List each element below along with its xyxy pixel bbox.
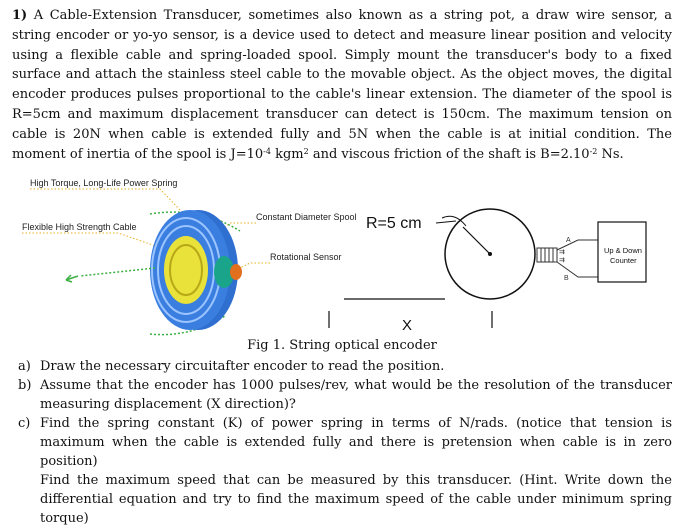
spool-center [488, 252, 492, 256]
radius-line [463, 227, 490, 254]
label-rotational-sensor: Rotational Sensor [270, 252, 342, 262]
figure-caption: Fig 1. String optical encoder [247, 338, 437, 353]
counter-label-line2: Counter [610, 256, 637, 265]
photodiode-icon: ⇉ [559, 256, 565, 264]
leader-sensor [240, 263, 270, 268]
inertia-tail: kgm [270, 146, 304, 162]
channel-b-label: B [564, 275, 569, 282]
question-text: Assume that the encoder has 1000 pulses/rev, what would be the resolution of the transducer measuring displacement (X direction)? [40, 378, 672, 412]
radius-label: R=5 cm [366, 215, 422, 232]
question-label: b) [18, 378, 32, 393]
inertia-unit-exponent: 2 [303, 146, 309, 156]
question-text: Find the spring constant (K) of power spring in terms of N/rads. (notice that tension is maximum when the cable is extended fully and there is pretension when cable is in zero position) [40, 416, 672, 469]
radius-label-leader [436, 221, 456, 223]
figure-string-encoder [0, 176, 684, 346]
sensor-shaft [230, 264, 242, 280]
encoder-block [537, 248, 557, 262]
counter-label-line1: Up & Down [604, 246, 642, 255]
question-label: c) [18, 416, 31, 431]
cable-out [80, 268, 155, 276]
question-b [18, 376, 672, 414]
cable-arrow [66, 275, 78, 282]
friction-exponent: -2 [589, 146, 598, 156]
label-spool: Constant Diameter Spool [256, 212, 357, 222]
friction-lead: and viscous friction of the shaft is B=2.10 [308, 146, 590, 162]
question-label: a) [18, 359, 31, 374]
led-icon: ⇉ [559, 248, 565, 256]
question-text: Draw the necessary circuitafter encoder to read the position. [40, 359, 445, 374]
inertia-exponent: -4 [263, 146, 271, 156]
inertia-lead: J=10 [230, 146, 264, 162]
question-c [18, 414, 672, 471]
label-power-spring: High Torque, Long-Life Power Spring [30, 178, 178, 188]
questions-list [18, 357, 672, 528]
problem-intro: A Cable-Extension Transducer, sometimes also known as a string pot, a draw wire sensor, a string encoder or yo-yo sensor, is a device used to detect and measure linear position and velocity using a flexible cable and spring-loaded spool. Simply mount the transducer's body to a fixed surface and attach the stainless steel cable to the movable object. As the object moves, the digital encoder produces pulses proportional to the cable's linear extension. The diameter of the spool is R=5cm and maximum displacement transducer can detect is 150cm. The maximum tension on cable is 20N when cable is extended fully and 5N when the cable is at initial condition. The moment of inertia of the spool is [12, 8, 672, 162]
question-c-followup: Find the maximum speed that can be measured by this transducer. (Hint. Write down the differential equation and try to find the maximum speed of the cable under minimum spring torque) [40, 473, 672, 526]
friction-tail: Ns. [597, 146, 624, 162]
problem-statement [12, 6, 672, 164]
question-a [18, 357, 672, 376]
channel-a-label: A [566, 237, 571, 244]
problem-number: 1) [12, 8, 28, 23]
x-label: X [402, 317, 413, 334]
leader-cable [22, 233, 170, 251]
label-cable: Flexible High Strength Cable [22, 222, 137, 232]
